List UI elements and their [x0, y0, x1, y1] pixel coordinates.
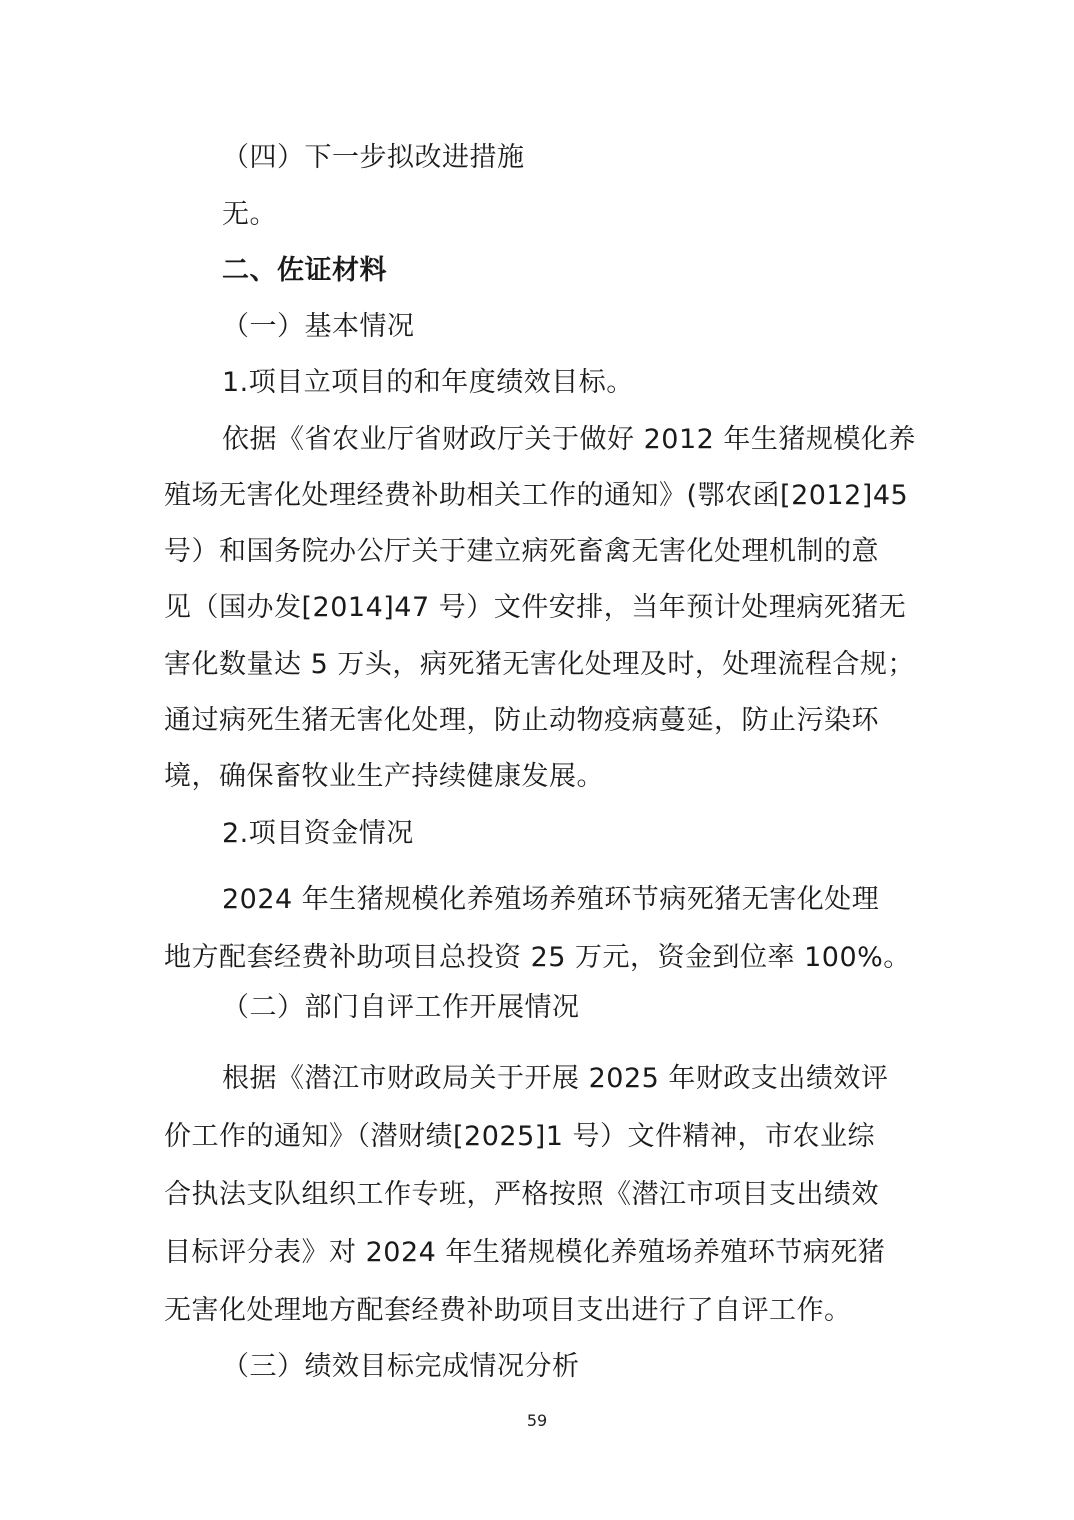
section-heading-improvement-measures: （四）下一步拟改进措施 — [222, 142, 525, 173]
paragraph-line: 地方配套经费补助项目总投资 25 万元，资金到位率 100%。 — [164, 942, 911, 973]
paragraph-line: 根据《潜江市财政局关于开展 2025 年财政支出绩效评 — [222, 1063, 889, 1094]
section-heading-goal-completion: （三）绩效目标完成情况分析 — [222, 1351, 580, 1382]
paragraph-line: 合执法支队组织工作专班，严格按照《潜江市项目支出绩效 — [164, 1179, 879, 1210]
paragraph-line: 目标评分表》对 2024 年生猪规模化养殖场养殖环节病死猪 — [164, 1237, 886, 1268]
paragraph-line: 害化数量达 5 万头，病死猪无害化处理及时，处理流程合规； — [164, 649, 915, 680]
section-heading-self-evaluation: （二）部门自评工作开展情况 — [222, 992, 580, 1023]
subheading-project-funds: 2.项目资金情况 — [222, 818, 414, 849]
paragraph-line: 境，确保畜牧业生产持续健康发展。 — [164, 761, 604, 792]
paragraph-none: 无。 — [222, 199, 277, 230]
paragraph-line: 依据《省农业厅省财政厅关于做好 2012 年生猪规模化养 — [222, 424, 916, 455]
paragraph-line: 价工作的通知》（潜财绩[2025]1 号）文件精神，市农业综 — [164, 1121, 876, 1152]
subheading-project-goals: 1.项目立项目的和年度绩效目标。 — [222, 367, 634, 398]
paragraph-line: 2024 年生猪规模化养殖场养殖环节病死猪无害化处理 — [222, 884, 880, 915]
paragraph-line: 无害化处理地方配套经费补助项目支出进行了自评工作。 — [164, 1295, 852, 1326]
paragraph-line: 号）和国务院办公厅关于建立病死畜禽无害化处理机制的意 — [164, 536, 879, 567]
paragraph-line: 见（国办发[2014]47 号）文件安排，当年预计处理病死猪无 — [164, 592, 907, 623]
section-heading-supporting-materials: 二、佐证材料 — [222, 255, 387, 286]
paragraph-line: 殖场无害化处理经费补助相关工作的通知》(鄂农函[2012]45 — [164, 480, 909, 511]
paragraph-line: 通过病死生猪无害化处理，防止动物疫病蔓延，防止污染环 — [164, 705, 879, 736]
section-heading-basic-situation: （一）基本情况 — [222, 311, 415, 342]
page-number: 59 — [526, 1411, 548, 1430]
